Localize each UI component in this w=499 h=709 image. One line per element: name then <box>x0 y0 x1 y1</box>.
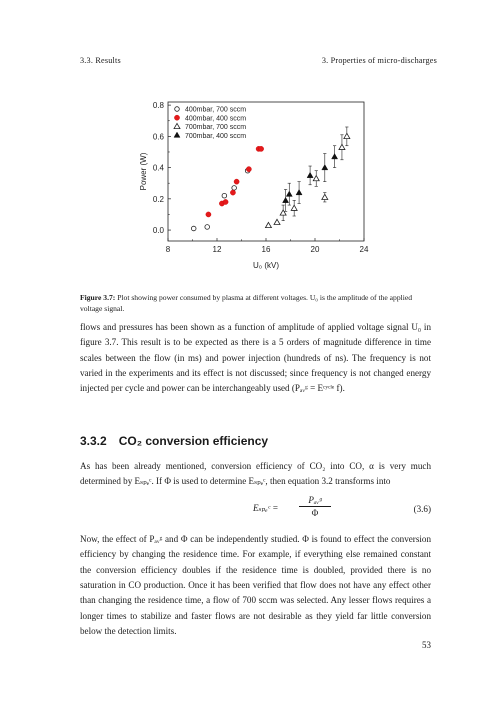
running-header-right: 3. Properties of micro-discharges <box>321 56 437 65</box>
equation-3-6 <box>80 495 431 525</box>
data-point <box>307 172 313 177</box>
data-point <box>274 219 280 224</box>
data-point <box>205 225 210 230</box>
data-point <box>222 193 227 198</box>
equation-denominator: Φ <box>311 508 319 518</box>
equation-numerator: Pₐᵥᵍ <box>299 495 331 507</box>
power-voltage-chart <box>0 0 499 290</box>
data-point <box>339 144 345 149</box>
equation-fraction <box>299 495 331 518</box>
legend <box>174 107 246 140</box>
y-tick-label: 0.8 <box>152 101 164 111</box>
x-tick-label: 8 <box>165 245 171 254</box>
figure-caption <box>80 293 420 314</box>
data-point <box>280 210 286 215</box>
data-point <box>313 176 319 181</box>
y-axis-label: Power (W) <box>139 152 148 191</box>
data-point <box>283 197 289 202</box>
data-point <box>232 186 237 191</box>
legend-marker <box>175 107 180 112</box>
y-tick-label: 0.4 <box>152 163 164 173</box>
x-tick-label: 12 <box>212 245 222 254</box>
y-tick-label: 0.0 <box>152 226 164 236</box>
series-1 <box>191 168 250 230</box>
paragraph-residence-time: Now, the effect of Pₐᵥᵍ and Φ can be independently studied. Φ is found to effect the conversion efficiency by changing the residence time. For example, if everything else remained constant the conversion efficiency doubles if the residence time is doubled, provided there is no saturation in CO production. Once it has been verified that flow does not have any effect other than changing the residence time, a flow of 700 sccm was selected. Any lesser flows requires a longer times to stabilize and faster flows are not desirable as they yield far little conversion below the detection limits. <box>80 534 431 636</box>
data-point <box>286 191 292 196</box>
paragraph-flows: flows and pressures has been shown as a function of amplitude of applied voltage signal U₀ in figure 3.7. This result is to be expected as there is a 5 orders of magnitude difference in time scales between the flow (in ms) and power injection (hundreds of ns). The frequency is not varied in the experiments and its effect is not discussed; since frequency is not changed energy injected per cycle and power can be interchangeably used (Pₐᵥᵍ = Eᶜʸᶜˡᵉ f). <box>80 322 431 394</box>
section-title: CO₂ conversion efficiency <box>118 434 269 448</box>
section-heading <box>80 434 268 448</box>
data-point <box>332 154 338 159</box>
y-tick-label: 0.2 <box>152 194 164 204</box>
legend-marker <box>174 123 180 128</box>
legend-label: 400mbar, 700 sccm <box>185 106 247 114</box>
x-tick-label: 20 <box>310 245 320 254</box>
data-point <box>265 222 271 227</box>
legend-label: 400mbar, 400 sccm <box>185 115 247 123</box>
section-number: 3.3.2 <box>80 434 107 448</box>
data-point <box>206 212 211 217</box>
legend-marker <box>174 132 180 137</box>
x-tick-label: 24 <box>359 245 369 254</box>
data-point <box>246 167 251 172</box>
caption-text: Plot showing power consumed by plasma at different voltages. U₀ is the amplitude of the applied voltage signal. <box>80 293 413 313</box>
x-tick-label: 16 <box>261 245 271 254</box>
paragraph-efficiency: As has been already mentioned, conversion efficiency of CO₂ into CO, α is very much determined by Eₛₚₑᶜ. If Φ is used to determine Eₛₚₑᶜ, then equation 3.2 transforms into <box>80 461 431 487</box>
legend-label: 700mbar, 700 sccm <box>185 124 247 132</box>
data-point <box>223 199 228 204</box>
data-point <box>191 226 196 231</box>
caption-label: Figure 3.7: <box>80 293 116 302</box>
equation-number: (3.6) <box>413 504 431 514</box>
equation-lhs: Eₛₚₑᶜ = <box>253 503 279 513</box>
series-2 <box>206 146 264 217</box>
page-number: 53 <box>422 640 431 650</box>
x-axis-label: U₀ (kV) <box>253 261 279 270</box>
data-point <box>322 165 328 170</box>
legend-marker <box>174 115 179 120</box>
data-point <box>296 190 302 195</box>
running-header-left: 3.3. Results <box>80 56 121 65</box>
legend-label: 700mbar, 400 sccm <box>185 132 247 140</box>
plot-frame <box>168 102 364 241</box>
series-4 <box>283 146 338 212</box>
data-point <box>344 133 350 138</box>
data-point <box>230 190 235 195</box>
data-point <box>234 179 239 184</box>
data-point <box>291 205 297 210</box>
data-point <box>322 194 328 199</box>
data-point <box>259 146 264 151</box>
y-tick-label: 0.6 <box>152 132 164 142</box>
